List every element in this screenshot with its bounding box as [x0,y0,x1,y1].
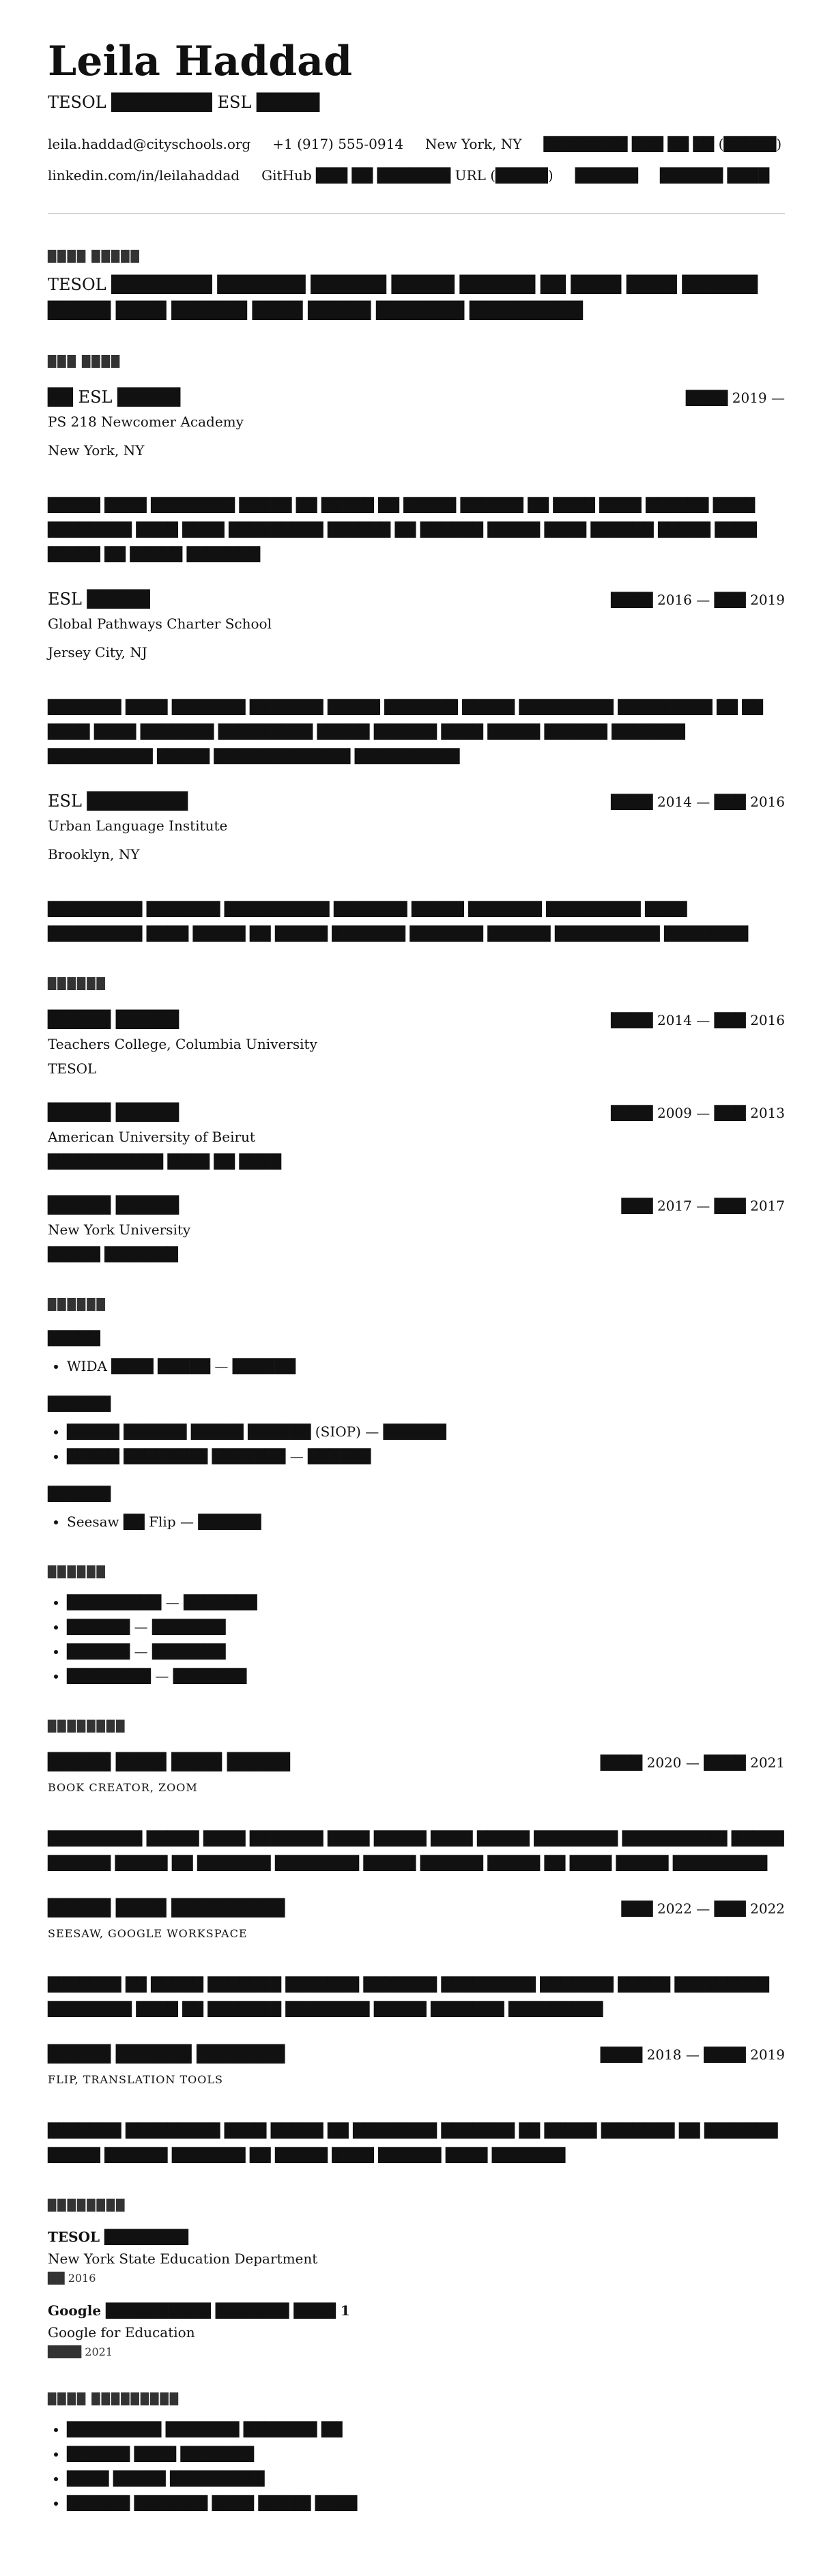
certifications-section [48,2197,785,2361]
github-link[interactable]: GitHub ███ ██ ███████ URL (█████) [261,167,554,184]
interest-item: • █████████ ███████ ███████ ██ [67,2417,785,2442]
summary-text: TESOL ████████ ███████ ██████ █████ ██████ ██ ████ ████ ██████ █████ ████ ██████ ████ █████ ███████ █████████ [48,275,758,320]
skills-heading: ██████ [48,1298,106,1311]
degree: █████ █████ [48,1103,179,1122]
interests-heading: ████ █████████ [48,2392,180,2405]
education-date: ████ 2014 — ███ 2016 [611,1012,785,1028]
certification-name: TESOL ████████ [48,2229,189,2245]
project-title: █████ ████ ████ █████ [48,1752,291,1771]
project-date: ████ 2020 — ████ 2021 [600,1754,785,1771]
education-entry [48,1193,785,1267]
project-date: ███ 2022 — ███ 2022 [621,1900,785,1917]
experience-entry [48,789,785,946]
education-section [48,976,785,1267]
field-of-study: █████ ███████ [48,1246,178,1262]
project-description: ███████ █████████ ████ █████ ██ ████████ ███████ ██ █████ ███████ ██ ███████ █████ ██████ ███████ ██ █████ ████ ██████ ████ ███████ [48,2122,778,2163]
school-name: New York University [48,1221,191,1238]
certification-date: ████ 2021 [48,2345,113,2358]
header-divider [48,213,785,214]
resume-header [48,34,785,186]
job-date: ████ 2016 — ███ 2019 [611,592,785,608]
skill-category: ██████ [48,1486,111,1502]
job-date: ████ 2014 — ███ 2016 [611,794,785,810]
skill-item: • Seesaw ██ Flip — ██████ [67,1509,785,1534]
project-description: █████████ █████ ████ ███████ ████ █████ ████ █████ ████████ ██████████ █████ ██████ █████ ██ ███████ ████████ █████ ██████ █████ ██ ████ █████ █████████ [48,1830,784,1871]
job-organization: PS 218 Newcomer Academy [48,414,244,430]
project-title: █████ ████ █████████ [48,1898,285,1917]
location: New York, NY [425,136,522,152]
language-list [48,1590,785,1688]
interest-item: • ████ █████ █████████ [67,2466,785,2491]
languages-heading: ██████ [48,1565,106,1578]
skill-item: • █████ ██████ █████ ██████ (SIOP) — ██████ [67,1419,785,1444]
skills-section [48,1297,785,1534]
contact-item[interactable]: ██████ ████ [660,167,770,184]
job-date: ████ 2019 — [685,390,785,406]
project-date: ████ 2018 — ████ 2019 [600,2046,785,2063]
candidate-name: Leila Haddad [48,38,353,85]
language-item: • ████████ — ███████ [67,1664,785,1688]
skill-item: • WIDA ████ █████ — ██████ [67,1354,785,1378]
language-item: • ██████ — ███████ [67,1615,785,1639]
job-location: Jersey City, NJ [48,644,147,661]
skill-list [48,1419,785,1468]
school-name: Teachers College, Columbia University [48,1036,317,1052]
experience-entry [48,385,785,566]
job-title: ESL ████████ [48,792,188,811]
education-entry [48,1100,785,1174]
contact-item[interactable]: ██████ [575,167,639,184]
languages-section [48,1564,785,1688]
degree: █████ █████ [48,1196,179,1215]
job-location: Brooklyn, NY [48,846,140,863]
job-location: New York, NY [48,442,145,459]
project-technologies: FLIP, TRANSLATION TOOLS [48,2073,223,2086]
certifications-heading: ████████ [48,2199,126,2212]
skill-category: █████ [48,1330,100,1346]
job-title: ESL █████ [48,590,150,609]
certification-entry [48,2300,785,2361]
project-title: █████ ██████ ███████ [48,2044,285,2064]
summary-heading: ████ █████ [48,250,141,263]
project-description: ███████ ██ █████ ███████ ███████ ███████ █████████ ███████ █████ █████████ ████████ ████ ██ ███████ ████████ █████ ███████ █████████ [48,1976,769,2017]
contact-row-1 [48,134,785,154]
field-of-study: ███████████ ████ ██ ████ [48,1153,282,1170]
job-description: █████████ ███████ ██████████ ███████ █████ ███████ █████████ ████ █████████ ████ █████ ██ █████ ███████ ███████ ██████ ██████████ ████████ [48,901,749,942]
certification-issuer: New York State Education Department [48,2251,318,2267]
interest-list [48,2417,785,2515]
degree: █████ █████ [48,1010,179,1029]
projects-heading: ████████ [48,1720,126,1733]
experience-section [48,353,785,946]
job-organization: Global Pathways Charter School [48,616,272,632]
experience-heading: ███ ████ [48,355,121,368]
certification-date: ██ 2016 [48,2272,96,2285]
skill-category: ██████ [48,1395,111,1412]
project-entry [48,2042,785,2167]
summary-section [48,248,785,323]
field-of-study: TESOL [48,1060,97,1077]
language-item: • ██████ — ███████ [67,1639,785,1664]
contact-row-2 [48,165,785,186]
headline: TESOL ████████ ESL █████ [48,93,320,112]
job-title: ██ ESL █████ [48,388,181,407]
project-technologies: SEESAW, GOOGLE WORKSPACE [48,1927,248,1940]
skill-list [48,1509,785,1534]
certification-entry [48,2226,785,2287]
experience-entry [48,587,785,768]
job-description: █████ ████ ████████ █████ ██ █████ ██ █████ ██████ ██ ████ ████ ██████ ████ ████████ ████ ████ █████████ ██████ ██ ██████ █████ ████ ██████ █████ ████ █████ ██ █████ ███████ [48,497,757,562]
projects-section [48,1718,785,2167]
project-technologies: BOOK CREATOR, ZOOM [48,1781,198,1794]
project-entry [48,1750,785,1875]
resume-page [48,0,785,2515]
skill-list [48,1354,785,1378]
interest-item: • ██████ ███████ ████ █████ ████ [67,2491,785,2515]
certification-issuer: Google for Education [48,2324,195,2341]
education-date: ████ 2009 — ███ 2013 [611,1105,785,1121]
education-entry [48,1007,785,1081]
email-link[interactable]: leila.haddad@cityschools.org [48,136,251,152]
job-description: ███████ ████ ███████ ███████ █████ ███████ █████ █████████ █████████ ██ ██ ████ ████ ███████ █████████ █████ ██████ ████ █████ ██████ ███████ ██████████ █████ █████████████ ██████████ [48,699,763,764]
linkedin-link[interactable]: linkedin.com/in/leilahaddad [48,167,240,184]
project-entry [48,1896,785,2021]
language-item: • █████████ — ███████ [67,1590,785,1615]
certification-name: Google ██████████ ███████ ████ 1 [48,2302,350,2319]
interest-item: • ██████ ████ ███████ [67,2442,785,2466]
contact-item: ████████ ███ ██ ██ (█████) [543,136,782,152]
interests-section [48,2391,785,2515]
school-name: American University of Beirut [48,1129,255,1145]
education-date: ███ 2017 — ███ 2017 [621,1198,785,1214]
skill-item: • █████ ████████ ███████ — ██████ [67,1444,785,1468]
education-heading: ██████ [48,977,106,990]
job-organization: Urban Language Institute [48,817,228,834]
phone-number[interactable]: +1 (917) 555-0914 [272,136,404,152]
